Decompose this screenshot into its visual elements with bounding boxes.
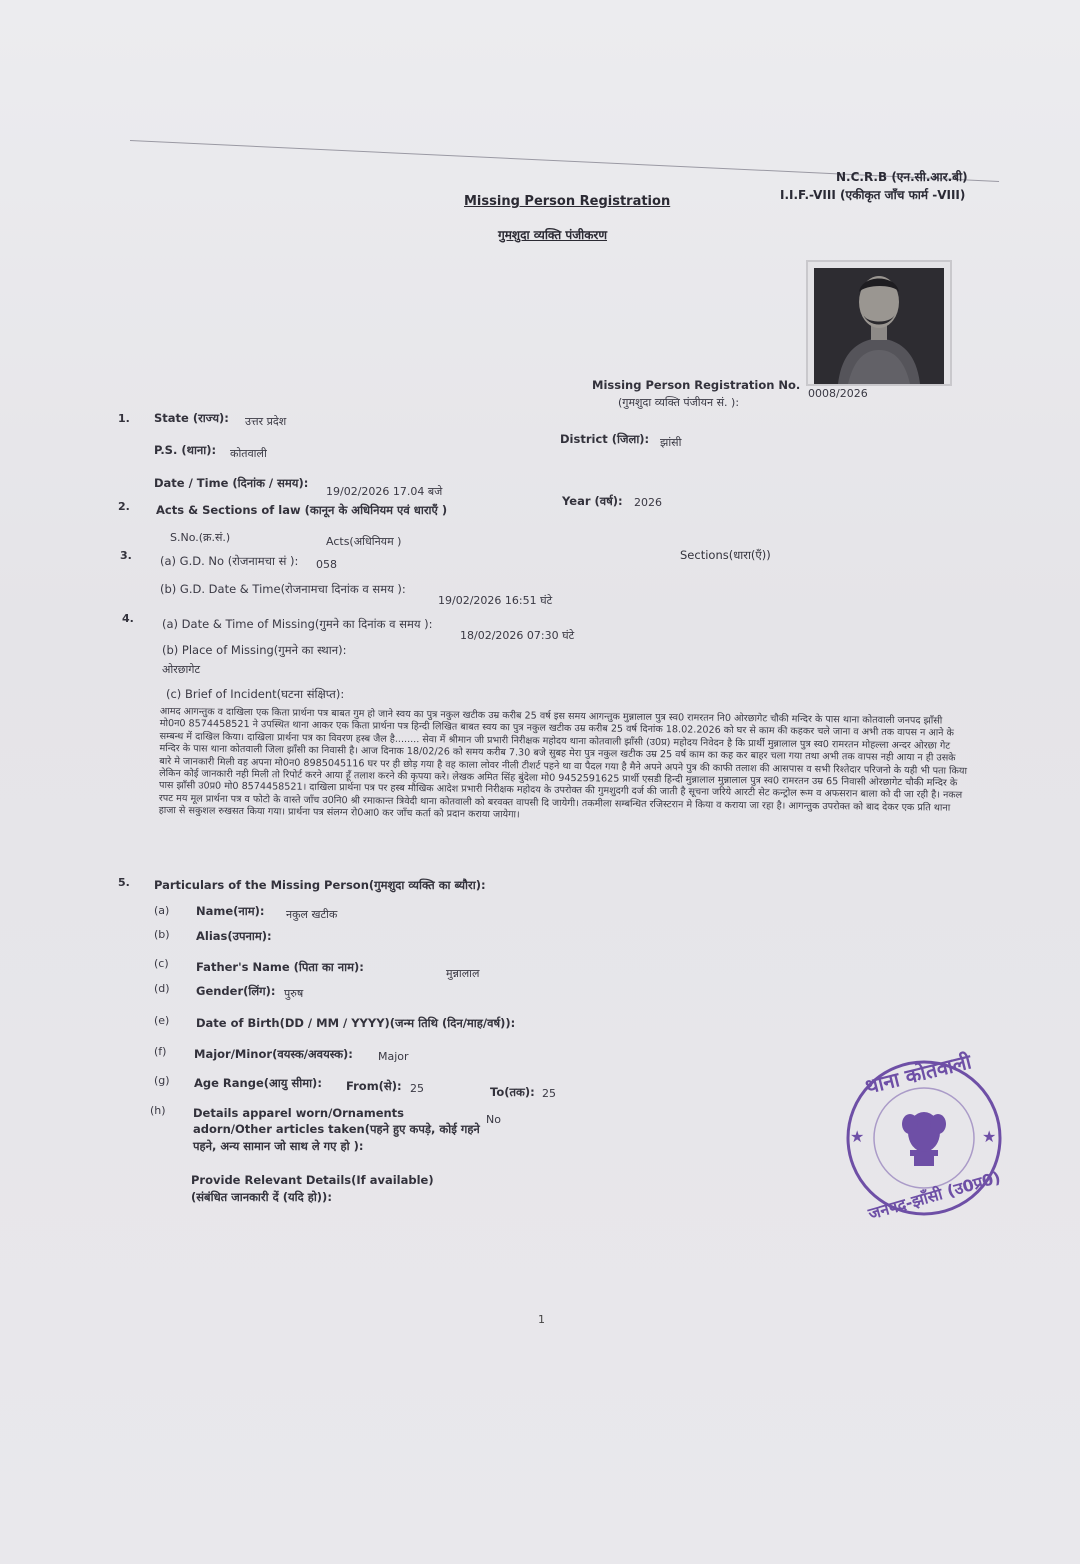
stamp-text-bottom: जनपद-झाँसी (उ0प्र0) (866, 1167, 1003, 1224)
registration-number: 0008/2026 (808, 387, 868, 400)
particulars-label: Particulars of the Missing Person(गुमशुदा व्यक्ति का ब्यौरा): (154, 878, 486, 892)
person-silhouette-icon (808, 262, 950, 384)
missing-datetime-label: (a) Date & Time of Missing(गुमने का दिनांक व समय ): (162, 617, 433, 631)
police-station-label: P.S. (थाना): (154, 443, 217, 457)
sections-label: Sections(धारा(एँ)) (680, 548, 771, 562)
age-to-label: To(तक): (490, 1085, 535, 1099)
document-title: Missing Person Registration (464, 194, 671, 209)
gender-label: Gender(लिंग): (196, 984, 276, 998)
apparel-label-line2: adorn/Other articles taken(पहने हुए कपड़े, कोई गहने (193, 1122, 480, 1136)
age-from-value: 25 (410, 1082, 424, 1095)
missing-place-value: ओरछागेट (162, 663, 201, 676)
page-number: 1 (538, 1313, 545, 1326)
apparel-label-line1: Details apparel worn/Ornaments (193, 1106, 405, 1120)
svg-text:★: ★ (850, 1127, 865, 1146)
missing-place-label: (b) Place of Missing(गुमने का स्थान): (162, 643, 347, 657)
section-number-2: 2. (118, 500, 130, 513)
year-label: Year (वर्ष): (562, 494, 623, 508)
form-code: I.I.F.-VIII (एकीकृत जाँच फार्म -VIII) (780, 188, 966, 202)
age-from-label: From(से): (346, 1079, 402, 1093)
item-e-key: (e) (154, 1014, 170, 1027)
police-station-stamp (836, 1044, 1012, 1228)
section-number-5: 5. (118, 876, 130, 889)
item-h-key: (h) (150, 1104, 166, 1117)
item-g-key: (g) (154, 1074, 170, 1087)
district-value: झांसी (660, 436, 682, 449)
gd-number-value: 058 (316, 558, 337, 571)
state-value: उत्तर प्रदेश (245, 415, 287, 428)
alias-label: Alias(उपनाम): (196, 929, 272, 943)
name-value: नकुल खटीक (286, 908, 338, 921)
item-b-key: (b) (154, 928, 170, 941)
section-number-1: 1. (118, 412, 130, 425)
stamp-text-top: थाना कोतवाली (862, 1049, 974, 1099)
document-title-hindi: गुमशुदा व्यक्ति पंजीकरण (498, 228, 608, 242)
name-label: Name(नाम): (196, 904, 265, 918)
gender-value: पुरुष (284, 987, 304, 1000)
incident-brief-text: आमद आगन्तुक व दाखिला एक किता प्रार्थना पत्र बाबत गुम हो जाने स्वय का पुत्र नकुल खटीक उम्र करीब 25 वर्ष इस समय आगन्तुक मुन्नालाल पुत्र स्व0 रामरतन नि0 ओरछागेट चौकी मन्दिर के पास थाना कोतवाली जनपद झाँसी मो0न0 8574458521 ने उपस्थित थाना आकर एक किता प्रार्थना पत्र हिन्दी लिखित बाबत स्वय का पुत्र नकुल खटीक उम्र करीब 25 वर्ष दिनांक 18.02.2026 को घर से काम की कहकर चले जाना व अभी तक वापस न आने के सम्बन्ध में दाखिल किया। दाखिला प्रार्थना पत्र का विवरण हस्ब जैल है........ सेवा में श्रीमान जी प्रभारी निरीक्षक महोदय थाना कोतवाली झाँसी (उ0प्र) महोदय निवेदन है कि प्रार्थी मुन्नालाल पुत्र स्व0 रामरतन मोहल्ला अन्दर ओरछा गेट मन्दिर के पास थाना कोतवाली जिला झाँसी का निवासी है। आज दिनाक 18/02/26 को समय करीब 7.30 बजे सुबह मेरा पुत्र नकुल खटीक उम्र 25 वर्ष काम का कह कर बाहर चला गया तथा अभी तक वापस नही आया न ही उसके बारे मे जानकारी मिली वह अपना मो0न0 8985045116 घर पर ही छोड़ गया है वह काला लोवर नीली टीशर्ट पहने था वा पैदल गया है मैने अपने अपने पुत्र की काफी तलाश की आसपास व सभी रिश्तेदार परिजनो के यही भी पता किया लेकिन कोई जानकारी नही मिली तो रिपोर्ट करने आया हूँ तलाश करने की कृपया करे। लेखक अमित सिंह बुंदेला मो0 9452591625 प्रार्थी एसडी हिन्दी मुन्नालाल मुन्नालाल पुत्र स्व0 रामरतन उम्र 65 निवासी ओरछागेट चौकी मन्दिर के पास झाँसी उ0प्र0 मो0 8574458521। दाखिला प्रार्थना पत्र पर हस्ब मौखिक आदेश प्रभारी निरीक्षक महोदय के उपरोक्त की गुमशुदगी दर्ज की जाती है सूचना जरिये आरटी सेट कन्ट्रोल रूम व अफसरान बाला को दी जा रही है। नकल रपट मय मूल प्रार्थना पत्र व फोटो के वास्ते जाँच उ0नि0 श्री रमाकान्त त्रिवेदी थाना कोतवाली को बरवक्त वापसी दि जायेगी। तकमीला सम्बन्धित रजिस्टरान मे किया व कराया जा रहा है। आगन्तुक उपरोक्त को बाद देकर एक प्रति थाना हाजा से सकुशल रुखसत किया गया। प्रार्थना पत्र संलग्न रो0आ0 कर जाँच कर्ता को प्रदान कराया जायेगा। (158, 706, 968, 821)
dob-label: Date of Birth(DD / MM / YYYY)(जन्म तिथि (दिन/माह/वर्ष)): (196, 1016, 516, 1030)
gd-date-label: (b) G.D. Date & Time(रोजनामचा दिनांक व समय ): (160, 582, 406, 596)
section-number-3: 3. (120, 549, 132, 562)
sno-label: S.No.(क्र.सं.) (170, 531, 231, 544)
datetime-value: 19/02/2026 17.04 बजे (326, 485, 443, 498)
year-value: 2026 (634, 496, 662, 509)
svg-text:★: ★ (982, 1127, 997, 1146)
apparel-value: No (486, 1113, 501, 1126)
item-d-key: (d) (154, 982, 170, 995)
relevant-details-label-hindi: (संबंधित जानकारी दें (यदि हो)): (191, 1190, 332, 1204)
gd-number-label: (a) G.D. No (रोजनामचा सं ): (160, 554, 299, 568)
item-f-key: (f) (154, 1045, 167, 1058)
item-c-key: (c) (154, 957, 169, 970)
relevant-details-label: Provide Relevant Details(If available) (191, 1173, 434, 1187)
police-station-value: कोतवाली (230, 447, 267, 460)
incident-brief-label: (c) Brief of Incident(घटना संक्षिप्त): (166, 687, 345, 701)
person-photo (806, 260, 952, 386)
section-number-4: 4. (122, 612, 134, 625)
district-label: District (जिला): (560, 432, 650, 446)
age-range-label: Age Range(आयु सीमा): (194, 1076, 322, 1090)
father-name-label: Father's Name (पिता का नाम): (196, 960, 364, 974)
father-name-value: मुन्नालाल (446, 967, 480, 980)
age-to-value: 25 (542, 1087, 556, 1100)
item-a-key: (a) (154, 904, 170, 917)
major-minor-label: Major/Minor(वयस्क/अवयस्क): (194, 1047, 353, 1061)
acts-sections-label: Acts & Sections of law (कानून के अधिनियम एवं धाराएँ ) (156, 503, 448, 517)
registration-label: Missing Person Registration No. (592, 378, 801, 392)
major-minor-value: Major (378, 1050, 409, 1063)
registration-label-hindi: (गुमशुदा व्यक्ति पंजीयन सं. ): (618, 396, 740, 409)
missing-datetime-value: 18/02/2026 07:30 घंटे (460, 629, 575, 642)
acts-label: Acts(अधिनियम ) (326, 535, 402, 548)
datetime-label: Date / Time (दिनांक / समय): (154, 476, 309, 490)
state-label: State (राज्य): (154, 411, 229, 425)
ncrb-header: N.C.R.B (एन.सी.आर.बी) (836, 170, 968, 184)
gd-date-value: 19/02/2026 16:51 घंटे (438, 594, 553, 607)
apparel-label-line3: पहने, अन्य सामान जो साथ ले गए हो ): (193, 1139, 364, 1153)
